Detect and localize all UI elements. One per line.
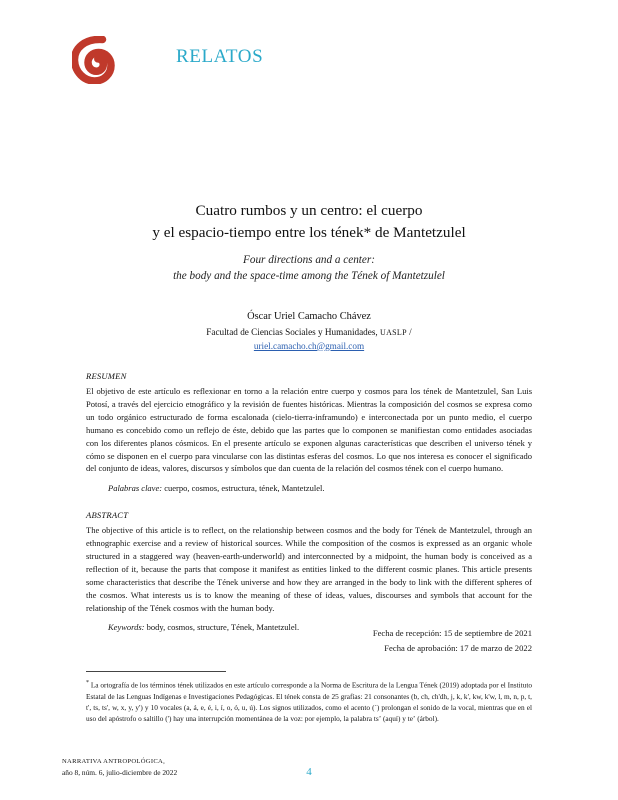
- footnote-text: La ortografía de los términos tének utilizados en este artículo corresponde a la Norma de Escritura de la Lengua Tének (2019) adoptada por el Instituto Estatal de las Lenguas Indígenas e Investigaciones Pedagógicas. El tének consta de 25 grafías: 21 consonantes (b, ch, ch'dh, j, k, k', kw, k'w, l, m, n, p, t, t', ts, ts', w, x, y, y') y 10 vocales (a, á, e, é, i, í, o, ó, u, ú). Los signos utilizados, como el acento (´) prolongan el sonido de la vocal, mientras que en el uso del apóstrofo o saltillo (') hay una interrupción momentánea de la voz: por ejemplo, la palabra tsʼ (aquí) y teʼ (árbol).: [86, 680, 532, 724]
- page-header: [0, 36, 618, 96]
- abstract-es-body: El objetivo de este artículo es reflexionar en torno a la relación entre cuerpo y cosmos para los tének de Mantetzulel, San Luis Potosí, a través del ejercicio etnográfico y la revisión de fuentes históricas. Mientras la composición del cosmos se expresa como un todo orgánico estructurado de forma escalonada (cielo-tierra-inframundo) e interconectada por un punto medio, el cuerpo humano es concebido como un reflejo de éste, debido que las partes que lo componen se manifiestan como entidades asociadas con los diferentes planos cósmicos. En el presente artículo se exponen algunas características que describen el universo tének y cómo se disponen en el cuerpo para vincularse con las distintas esferas del cosmos. Lo que nos interesa es conocer el significado del conjunto de ideas, valores, discursos y símbolos que dan cuenta de la relación del cosmos tének con el cuerpo humano.: [86, 386, 532, 474]
- footnote: [86, 679, 532, 725]
- page-title: [86, 200, 532, 244]
- date-received: Fecha de recepción: 15 de septiembre de 2021: [372, 628, 532, 638]
- abstract-en-heading: ABSTRACT: [86, 510, 129, 521]
- title-line-1: Cuatro rumbos y un centro: el cuerpo: [195, 202, 423, 219]
- submission-dates: [86, 626, 532, 655]
- abstract-es-heading: RESUMEN: [86, 371, 127, 381]
- journal-name: NARRATIVA ANTROPOLÓGICA,: [62, 758, 166, 765]
- keywords-es: [86, 482, 532, 495]
- subtitle: [86, 252, 532, 284]
- affiliation-pre: Facultad de Ciencias Sociales y Humanidades,: [206, 326, 381, 337]
- keywords-es-label: Palabras clave:: [108, 483, 163, 494]
- keywords-es-list: cuerpo, cosmos, estructura, tének, Mantetzulel.: [164, 483, 325, 494]
- title-block: [86, 200, 532, 351]
- subtitle-line-2: the body and the space-time among the Tének of Mantetzulel: [173, 270, 445, 283]
- affiliation-post: /: [406, 326, 412, 337]
- title-line-2: y el espacio-tiempo entre los tének* de Mantetzulel: [152, 224, 466, 242]
- affiliation-institution: UASLP: [380, 327, 407, 337]
- keywords-en-list: body, cosmos, structure, Tének, Mantetzulel.: [146, 622, 300, 633]
- footnote-divider: [86, 671, 226, 672]
- keywords-en-label: Keywords:: [108, 622, 145, 633]
- author-name: Óscar Uriel Camacho Chávez: [247, 310, 371, 322]
- footnote-marker: *: [86, 680, 89, 686]
- author-affiliation: [86, 327, 532, 337]
- section-label: RELATOS: [176, 46, 264, 67]
- date-approved: Fecha de aprobación: 17 de marzo de 2022: [384, 642, 532, 653]
- abstract-en-body: The objective of this article is to reflect, on the relationship between cosmos and the body for Tének de Mantetzulel, through an ethnographic exercise and a review of historical sources. While the composition of the cosmos is expressed as an organic whole structured in a staggered way (heaven-earth-underworld) and interconnected by a midpoint, the human body is conceived as a reflection of it, because the parts that compose it manifest as entities linked to the different cosmic planes. This article presents some characteristics that describe the Tének universe and how they are arranged in the body to link with the different spheres of the cosmos. What interests us is to know the meaning of these of ideas, values, discourses and symbols that account for the relationship of the Tének cosmos with the human body.: [86, 525, 532, 613]
- abstract-section: [86, 371, 532, 634]
- journal-issue: año 8, núm. 6, julio-diciembre de 2022: [62, 768, 178, 778]
- page-number: 4: [306, 766, 312, 778]
- author-email-link[interactable]: uriel.camacho.ch@gmail.com: [253, 340, 365, 351]
- spiral-logo: [72, 36, 118, 84]
- subtitle-line-1: Four directions and a center:: [243, 254, 375, 267]
